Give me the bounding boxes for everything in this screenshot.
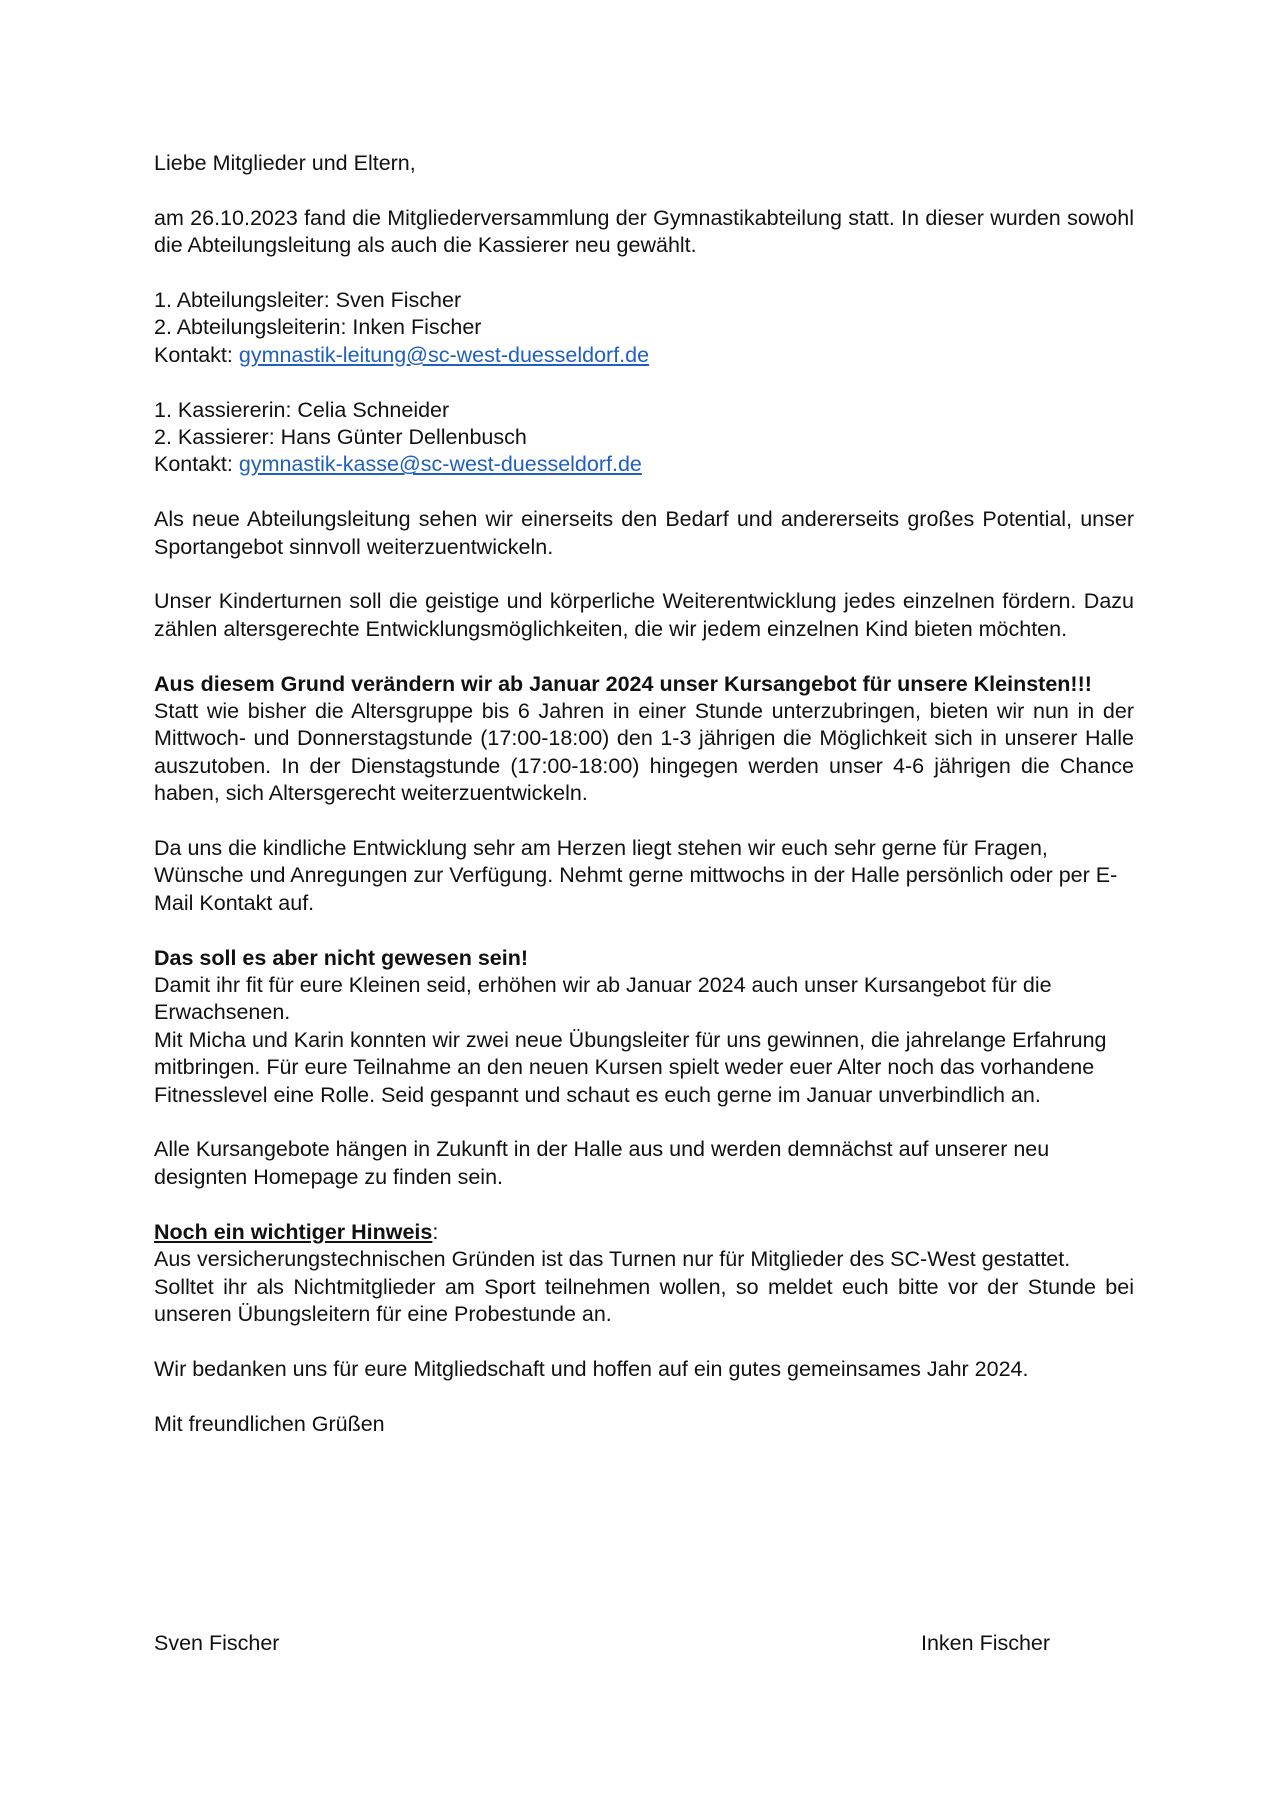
signature-left: Sven Fischer <box>154 1631 280 1655</box>
leaders-email-link[interactable]: gymnastik-leitung@sc-west-duesseldorf.de <box>238 342 650 367</box>
course-change-text: Statt wie bisher die Altersgruppe bis 6 Jahren in einer Stunde unterzubringen, bieten wir nun in der Mittwoch- und Donnerstagstunde (17:00-18:00) den 1-3 jährigen die Möglichkeit sich in unserer Halle auszutoben. In der Dienstagstunde (17:00-18:00) hingegen werden unser 4-6 jährigen die Chance haben, sich Altersgerecht weiterzuentwickeln. <box>154 699 1134 806</box>
first-treasurer: 1. Kassiererin: Celia Schneider <box>154 397 450 422</box>
adult-course-section <box>154 945 1134 1109</box>
adult-course-text-2: Mit Micha und Karin konnten wir zwei neue Übungsleiter für uns gewinnen, die jahrelange Erfahrung mitbringen. Für eure Teilnahme an den neuen Kursen spielt weder euer Alter noch das vorhandene Fitnesslevel eine Rolle. Seid gespannt und schaut es euch gerne im Januar unverbindlich an. <box>154 1027 1107 1107</box>
course-change-heading: Aus diesem Grund verändern wir ab Januar 2024 unser Kursangebot für unsere Kleinsten!!! <box>154 671 1092 696</box>
signature-right: Inken Fischer <box>921 1631 1051 1655</box>
treasurers-contact-label: Kontakt: <box>154 452 239 477</box>
notice-text-1: Aus versicherungstechnischen Gründen ist das Turnen nur für Mitglieder des SC-West gestattet. <box>154 1247 1071 1272</box>
potential-paragraph: Als neue Abteilungsleitung sehen wir einerseits den Bedarf und andererseits großes Potential, unser Sportangebot sinnvoll weiterzuentwickeln. <box>154 507 1134 559</box>
leaders-block <box>154 287 1134 369</box>
treasurers-email-link[interactable]: gymnastik-kasse@sc-west-duesseldorf.de <box>238 452 642 477</box>
treasurers-block <box>154 397 1134 479</box>
treasurers-contact <box>154 451 1134 478</box>
notice-heading: Noch ein wichtiger Hinweis <box>154 1219 433 1244</box>
greeting: Liebe Mitglieder und Eltern, <box>154 151 416 175</box>
notice-colon: : <box>432 1219 439 1244</box>
notice-text-2: Solltet ihr als Nichtmitglieder am Sport teilnehmen wollen, so meldet euch bitte vor der Stunde bei unseren Übungsleitern für eine Probestunde an. <box>154 1274 1134 1326</box>
second-treasurer: 2. Kassierer: Hans Günter Dellenbusch <box>154 425 527 450</box>
leaders-contact-label: Kontakt: <box>154 342 239 367</box>
homepage-paragraph: Alle Kursangebote hängen in Zukunft in der Halle aus und werden demnächst auf unserer neu designten Homepage zu finden sein. <box>154 1137 1050 1189</box>
kinderturnen-paragraph: Unser Kinderturnen soll die geistige und körperliche Weiterentwicklung jedes einzelnen fördern. Dazu zählen altersgerechte Entwicklungsmöglichkeiten, die wir jedem einzelnen Kind bieten möchten. <box>154 589 1134 641</box>
notice-section <box>154 1219 1134 1329</box>
course-change-section <box>154 671 1134 808</box>
thanks-paragraph: Wir bedanken uns für eure Mitgliedschaft und hoffen auf ein gutes gemeinsames Jahr 2024. <box>154 1356 1029 1381</box>
herzen-paragraph: Da uns die kindliche Entwicklung sehr am Herzen liegt stehen wir euch sehr gerne für Fragen, Wünsche und Anregungen zur Verfügung. Nehmt gerne mittwochs in der Halle persönlich oder per E-Mail Kontakt auf. <box>154 836 1118 915</box>
intro-paragraph: am 26.10.2023 fand die Mitgliederversammlung der Gymnastikabteilung statt. In dieser wurden sowohl die Abteilungsleitung als auch die Kassierer neu gewählt. <box>154 205 1134 258</box>
adult-course-text-1: Damit ihr fit für eure Kleinen seid, erhöhen wir ab Januar 2024 auch unser Kursangebot für die Erwachsenen. <box>154 973 1052 1025</box>
leaders-contact <box>154 342 1134 369</box>
letter-body <box>154 150 1134 1465</box>
first-leader: 1. Abteilungsleiter: Sven Fischer <box>154 288 462 312</box>
adult-course-heading: Das soll es aber nicht gewesen sein! <box>154 945 529 970</box>
closing: Mit freundlichen Grüßen <box>154 1411 385 1436</box>
notice-heading-line <box>154 1219 1134 1246</box>
second-leader: 2. Abteilungsleiterin: Inken Fischer <box>154 315 482 340</box>
